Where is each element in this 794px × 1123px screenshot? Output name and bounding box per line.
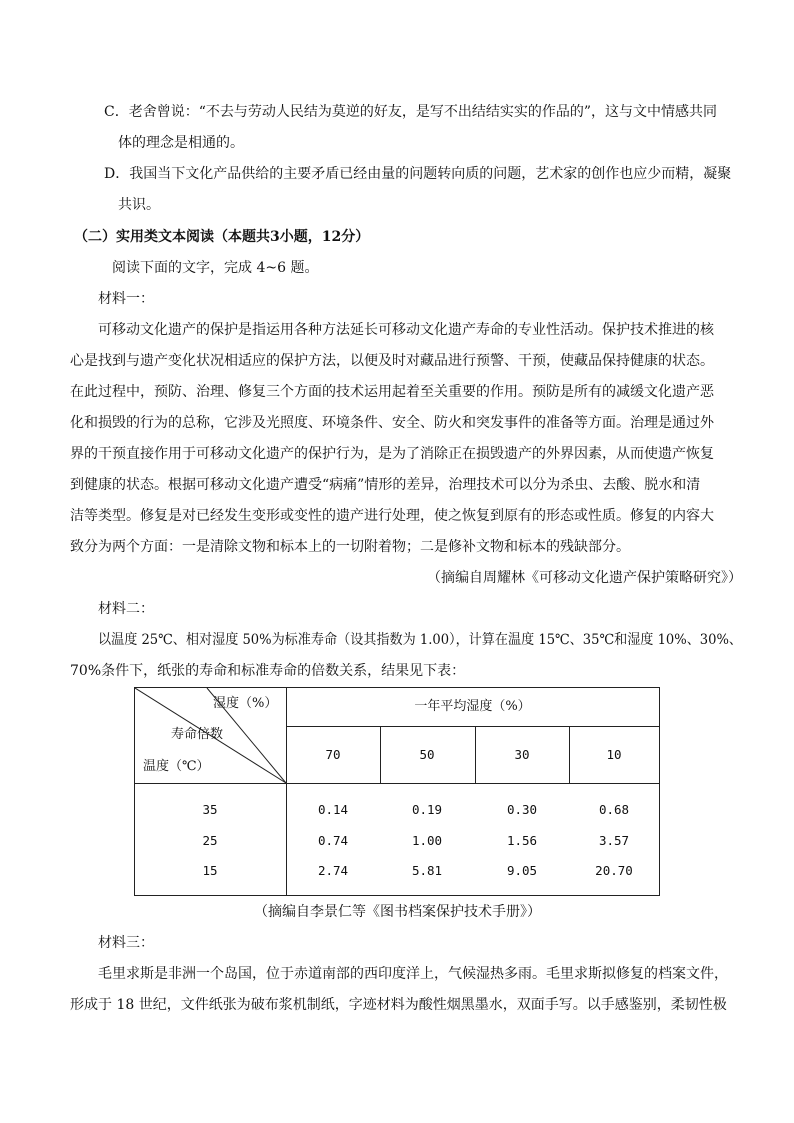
material3-line: 毛里求斯是非洲一个岛国，位于赤道南部的西印度洋上，气候湿热多雨。毛里求斯拟修复的档案文件， xyxy=(98,966,728,982)
corner-humidity-label: 湿度（%） xyxy=(213,696,278,711)
material1-line: 到健康的状态。根据可移动文化遗产遭受“病痛”情形的差异，治理技术可以分为杀虫、去酸、脱水和清 xyxy=(70,477,701,493)
material1-line: 可移动文化遗产的保护是指运用各种方法延长可移动文化遗产寿命的专业性活动。保护技术推进的核 xyxy=(98,322,714,338)
section-instruction: 阅读下面的文字，完成 4~6 题。 xyxy=(112,260,319,276)
material2-line2: 70%条件下，纸张的寿命和标准寿命的倍数关系，结果见下表： xyxy=(70,663,466,679)
material1-line: 在此过程中，预防、治理、修复三个方面的技术运用起着至关重要的作用。预防是所有的减缓文化遗产恶 xyxy=(70,384,714,400)
value-cell: 0.30 xyxy=(506,802,538,817)
temperature-cell: 25 xyxy=(202,833,218,848)
humidity-group-header: 一年平均湿度（%） xyxy=(414,699,531,714)
material1-line: 致分为两个方面：一是清除文物和标本上的一切附着物；二是修补文物和标本的残缺部分。 xyxy=(70,539,630,555)
value-cell: 20.70 xyxy=(595,863,633,878)
corner-temperature-label: 温度（℃） xyxy=(143,759,210,774)
material2-line1: 以温度 25℃、相对湿度 50%为标准寿命（设其指数为 1.00），计算在温度 15℃、35℃和湿度 10%、30%、 xyxy=(98,632,743,648)
material2-label: 材料二： xyxy=(98,601,154,617)
humidity-header: 70 xyxy=(325,747,341,762)
material2-source: （摘编自李景仁等《图书档案保护技术手册》） xyxy=(254,904,541,920)
value-cell: 3.57 xyxy=(598,833,630,848)
value-cell: 1.00 xyxy=(411,833,443,848)
temperature-cell: 35 xyxy=(202,802,218,817)
value-cell: 0.68 xyxy=(598,802,630,817)
humidity-header: 50 xyxy=(419,747,435,762)
paper-lifespan-table xyxy=(134,687,660,896)
material1-line: 化和损毁的行为的总称，它涉及光照度、环境条件、安全、防火和突发事件的准备等方面。治理是通过外 xyxy=(70,415,714,431)
value-cell: 0.14 xyxy=(317,802,349,817)
value-cell: 0.74 xyxy=(317,833,349,848)
material3-line: 形成于 18 世纪，文件纸张为破布浆机制纸，字迹材料为酸性烟黑墨水，双面手写。以手感鉴别，柔韧性极 xyxy=(70,997,727,1013)
material1-line: 界的干预直接作用于可移动文化遗产的保护行为，是为了消除正在损毁遗产的外界因素，从而使遗产恢复 xyxy=(70,446,714,462)
value-cell: 5.81 xyxy=(411,863,443,878)
humidity-header: 10 xyxy=(606,747,622,762)
material3-label: 材料三： xyxy=(98,935,154,951)
option-c-line1: C．老舍曾说：“不去与劳动人民结为莫逆的好友，是写不出结结实实的作品的”，这与文中情感共同 xyxy=(104,104,718,120)
section-heading: （二）实用类文本阅读（本题共3小题，12分） xyxy=(74,229,370,245)
temperature-cell: 15 xyxy=(202,863,218,878)
humidity-header: 30 xyxy=(514,747,530,762)
value-cell: 9.05 xyxy=(506,863,538,878)
material1-source: （摘编自周耀林《可移动文化遗产保护策略研究》） xyxy=(427,570,742,586)
value-cell: 0.19 xyxy=(411,802,443,817)
material1-line: 洁等类型。修复是对已经发生变形或变性的遗产进行处理，使之恢复到原有的形态或性质。修复的内容大 xyxy=(70,508,714,524)
value-cell: 1.56 xyxy=(506,833,538,848)
option-d-line1: D．我国当下文化产品供给的主要矛盾已经由量的问题转向质的问题，艺术家的创作也应少而精，凝聚 xyxy=(104,166,732,182)
option-c-line2: 体的理念是相通的。 xyxy=(118,135,244,151)
corner-lifespan-label: 寿命倍数 xyxy=(171,727,224,742)
material1-label: 材料一： xyxy=(98,291,154,307)
material1-line: 心是找到与遗产变化状况相适应的保护方法，以便及时对藏品进行预警、干预，使藏品保持健康的状态。 xyxy=(70,353,714,369)
option-d-line2: 共识。 xyxy=(118,197,160,213)
value-cell: 2.74 xyxy=(317,863,349,878)
